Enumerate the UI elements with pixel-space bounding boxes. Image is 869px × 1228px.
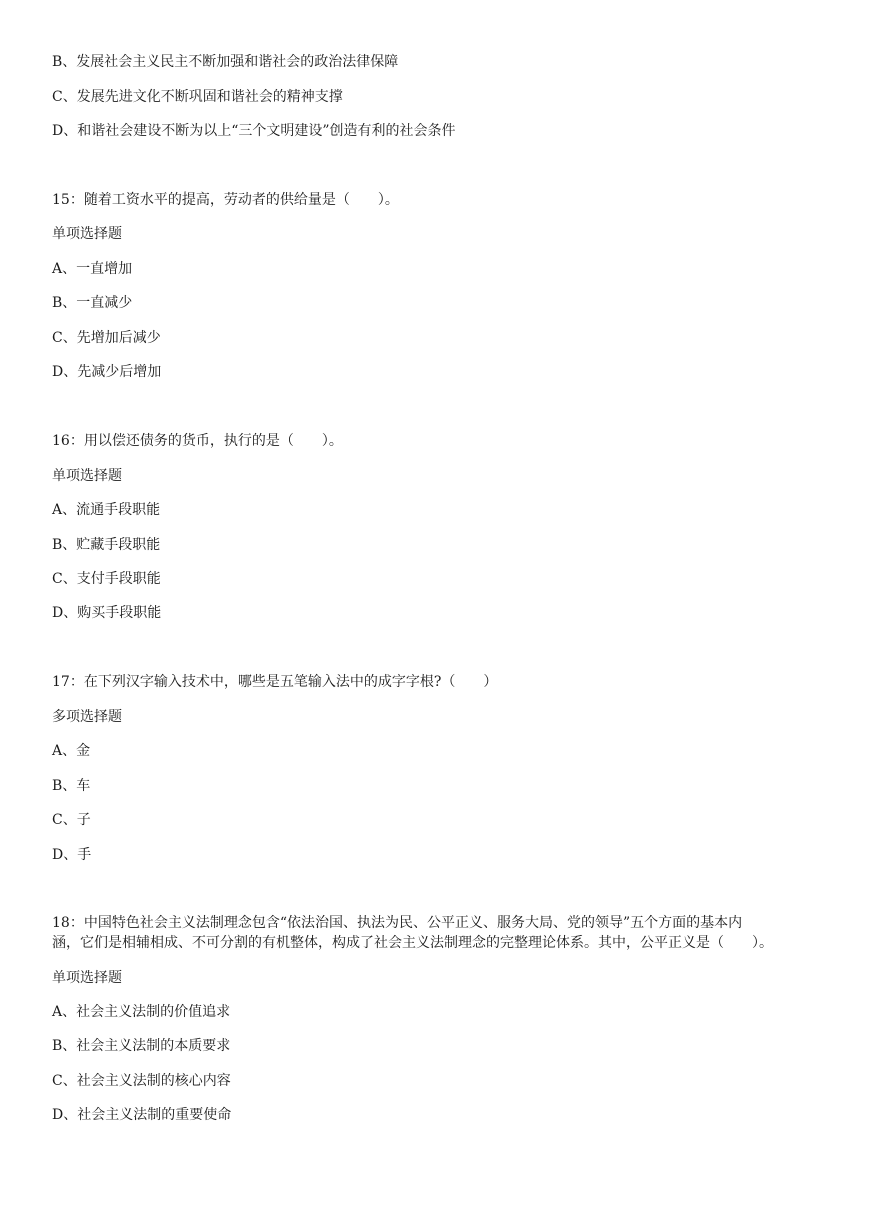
- q17-option-c: C、子: [52, 812, 91, 828]
- q18-type: 单项选择题: [52, 970, 122, 986]
- q16-stem: 16：用以偿还债务的货币，执行的是（ ）。: [52, 433, 343, 449]
- q16-type: 单项选择题: [52, 468, 122, 484]
- q17-type: 多项选择题: [52, 709, 122, 725]
- q18-option-c: C、社会主义法制的核心内容: [52, 1073, 231, 1089]
- q14-option-b: B、发展社会主义民主不断加强和谐社会的政治法律保障: [52, 54, 399, 70]
- q15-option-c: C、先增加后减少: [52, 330, 161, 346]
- q14-option-d: D、和谐社会建设不断为以上“三个文明建设”创造有利的社会条件: [52, 123, 456, 139]
- q17-option-a: A、金: [52, 743, 91, 759]
- q17-stem: 17：在下列汉字输入技术中，哪些是五笔输入法中的成字字根?（ ）: [52, 674, 498, 690]
- q16-option-d: D、购买手段职能: [52, 605, 162, 621]
- q15-stem: 15：随着工资水平的提高，劳动者的供给量是（ ）。: [52, 192, 399, 208]
- q16-option-c: C、支付手段职能: [52, 571, 161, 587]
- q18-option-d: D、社会主义法制的重要使命: [52, 1107, 232, 1123]
- q15-type: 单项选择题: [52, 226, 122, 242]
- q15-option-b: B、一直减少: [52, 295, 133, 311]
- q15-option-a: A、一直增加: [52, 261, 133, 277]
- q18-option-a: A、社会主义法制的价值追求: [52, 1004, 231, 1020]
- q17-option-d: D、手: [52, 847, 92, 863]
- q16-option-b: B、贮藏手段职能: [52, 537, 161, 553]
- q18-option-b: B、社会主义法制的本质要求: [52, 1038, 231, 1054]
- q18-stem-line1: 18：中国特色社会主义法制理念包含“依法治国、执法为民、公平正义、服务大局、党的领导”五个方面的基本内: [52, 915, 743, 931]
- q18-stem-line2: 涵，它们是相辅相成、不可分割的有机整体，构成了社会主义法制理念的完整理论体系。其中，公平正义是（ ）。: [52, 935, 773, 951]
- q15-option-d: D、先减少后增加: [52, 364, 162, 380]
- q17-option-b: B、车: [52, 778, 91, 794]
- q16-option-a: A、流通手段职能: [52, 502, 161, 518]
- q14-option-c: C、发展先进文化不断巩固和谐社会的精神支撑: [52, 89, 343, 105]
